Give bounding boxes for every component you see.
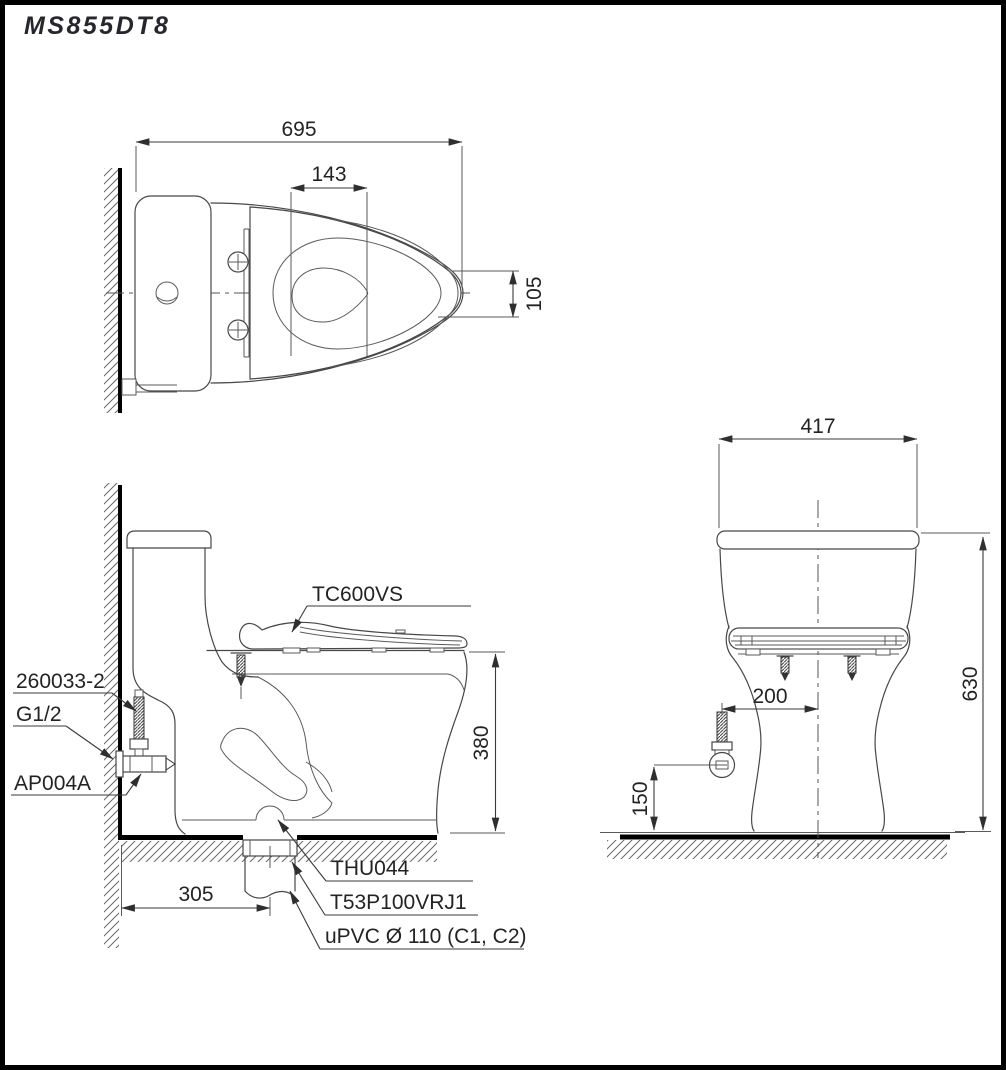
hinge-bolt-bottom [228, 320, 248, 340]
dim-rim-height-label: 380 [470, 725, 493, 761]
supply-valve-front [710, 712, 735, 778]
drain-pipe [243, 840, 297, 898]
dim-water-spot-width-label: 143 [311, 163, 347, 186]
label-seat-text: TC600VS [312, 583, 404, 606]
seat-bolt-front-right [844, 656, 860, 681]
side-view-wall-hatch [104, 483, 119, 948]
top-view-wall-hatch [104, 168, 119, 413]
dim-valve-height [629, 765, 727, 830]
toilet-side-profile [127, 531, 467, 834]
dim-water-spot-height-label: 105 [523, 276, 546, 312]
dim-valve-height-label: 150 [629, 781, 652, 817]
front-view [600, 415, 991, 859]
label-wall-thread-text: G1/2 [16, 703, 62, 726]
side-view [11, 483, 527, 949]
tank-lid-front [717, 531, 919, 549]
dim-valve-from-center-label: 200 [752, 685, 788, 708]
dim-total-height-label: 630 [959, 666, 982, 702]
label-wall-thread [13, 703, 113, 759]
seat-side-profile [240, 622, 467, 653]
top-view [104, 118, 546, 413]
tank-lid-side [127, 531, 211, 548]
dim-outlet-from-wall-label: 305 [178, 883, 214, 906]
dim-total-height [921, 533, 991, 832]
dim-overall-depth-label: 695 [281, 118, 317, 141]
label-drain-pipe-text: uPVC Ø 110 (C1, C2) [325, 925, 527, 948]
front-view-floor-hatch [607, 840, 947, 859]
page-title: MS855DT8 [24, 12, 171, 40]
label-outlet-accessory-text: THU044 [331, 857, 410, 880]
dim-tank-width-label: 417 [800, 415, 836, 438]
dim-valve-from-center [722, 685, 818, 714]
label-supply-hose-text: 260033-2 [16, 670, 105, 693]
hinge-bolt-top [228, 252, 248, 272]
seat-cover-outline [250, 207, 461, 379]
label-flange-text: T53P100VRJ1 [330, 891, 467, 914]
seat-bolt-front-left [777, 656, 793, 681]
seat-front-profile [729, 628, 908, 655]
label-angle-valve-text: AP004A [14, 772, 92, 795]
